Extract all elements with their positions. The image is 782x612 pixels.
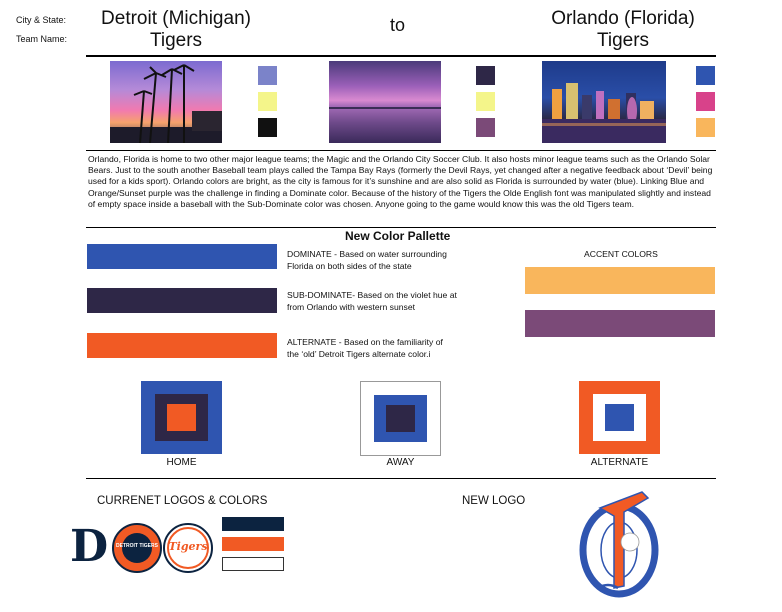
city-state-label: City & State: [16,15,67,25]
to-city [533,8,713,52]
rule-2 [86,227,716,228]
dominate-text: DOMINATE - Based on water surrounding Florida on both sides of the state [287,249,447,271]
palm-silhouette [110,61,222,143]
alternate-text: ALTERNATE - Based on the familiarity of the ‘old’ Detroit Tigers alternate color.i [287,337,443,359]
swatch-1-2 [258,92,277,111]
from-city-name: Detroit (Michigan) [101,8,251,29]
alternate-caption: ALTERNATE [590,457,649,468]
away-square [360,381,441,456]
to-team-name: Tigers [596,30,650,51]
swatch-3-3 [696,118,715,137]
old-english-d-logo: D [70,521,109,572]
home-inner [155,394,208,441]
swatch-2-1 [476,66,495,85]
home-core [167,404,196,431]
badge-text: DETROIT TIGERS [116,543,158,549]
away-caption: AWAY [386,457,415,468]
current-color-2 [222,537,284,551]
swatch-1-1 [258,66,277,85]
lake-horizon [329,61,441,143]
to-label: to [390,15,406,35]
orlando-skyline-photo [542,61,666,143]
description-paragraph: Orlando, Florida is home to two other major league teams; the Magic and the Orlando City Soccer Club. It also hosts minor league teams such as the Orlando Solar Bears. Just to the south another Baseball team plays called the Tampa Bay Rays (formerly the Devil Rays, yet changed after a negative feedback about ‘Devil’ being used for a kids sport). Orlando colors are bright, as the city is famous for it’s sunshine and are also solid as Florida is surrounded by water (blue). Linking Blue and Orange/Sunset purple was the challenge in finding a Dominate color. Because of the history of the Tigers the Olde English font was manipulated slightly and instead of empty space inside a baseball with the Sub-Dominate color was chosen. Anyone going to the game would know this was the old Tigers team. [88,154,713,209]
away-inner [374,395,427,442]
dominate-bar [87,244,277,269]
palette-title: New Color Pallette [345,229,451,243]
rule-1 [86,150,716,151]
accent-bar-1 [525,267,715,294]
swatch-3-2 [696,92,715,111]
new-logo [578,490,660,600]
team-name-label: Team Name: [16,34,68,44]
swatch-1-3 [258,118,277,137]
current-color-3 [222,557,284,571]
swatch-2-3 [476,118,495,137]
new-logo-graphic [578,490,660,600]
home-square [141,381,222,454]
new-logo-title: NEW LOGO [462,495,526,507]
home-caption: HOME [166,457,197,468]
sunset-palm-photo [110,61,222,143]
alternate-inner [593,394,646,441]
from-city [86,8,266,52]
current-color-1 [222,517,284,531]
swatch-2-2 [476,92,495,111]
swatch-3-1 [696,66,715,85]
skyline [542,61,666,143]
alternate-core [605,404,634,431]
alternate-bar [87,333,277,358]
tigers-badge-logo [112,523,162,573]
alternate-square [579,381,660,454]
subdominate-text: SUB-DOMINATE- Based on the violet hue at from Orlando with western sunset [287,290,457,312]
lake-sunset-photo [329,61,441,143]
away-core [386,405,415,432]
from-team-name: Tigers [149,30,203,51]
header-rule [86,55,716,57]
current-logos-title: CURRENET LOGOS & COLORS [97,495,268,507]
subdominate-bar [87,288,277,313]
script-text: Tigers [168,540,208,553]
rule-3 [86,478,716,479]
accent-title: ACCENT COLORS [584,249,658,259]
tigers-script-logo [163,523,213,573]
to-city-name: Orlando (Florida) [551,8,695,29]
accent-bar-2 [525,310,715,337]
